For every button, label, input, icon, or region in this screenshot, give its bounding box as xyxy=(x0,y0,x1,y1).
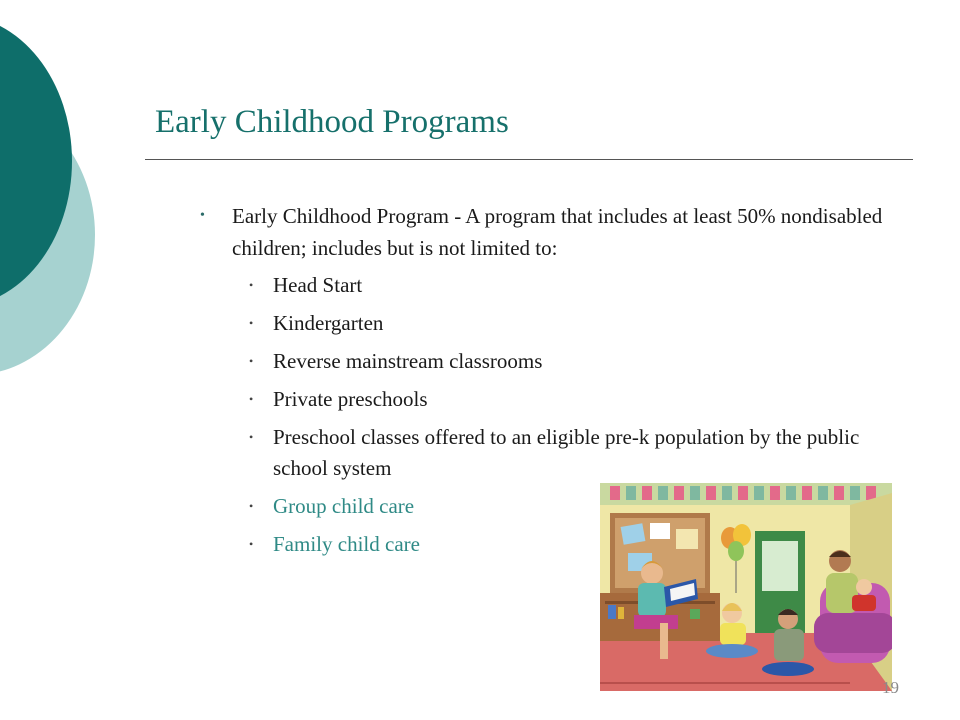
classroom-clipart xyxy=(600,483,892,691)
sub-bullet-text: Reverse mainstream classrooms xyxy=(273,349,543,373)
bullet-dot-icon: • xyxy=(249,392,254,406)
sub-bullet-text: Group child care xyxy=(273,494,415,518)
page-number: 19 xyxy=(882,678,899,697)
sub-bullet-text: Kindergarten xyxy=(273,311,384,335)
sub-bullet-text: Private preschools xyxy=(273,387,428,411)
sub-bullet-text: Head Start xyxy=(273,273,363,297)
main-bullet-item xyxy=(200,200,900,264)
sub-bullet-reverse-mainstream xyxy=(200,346,900,377)
bullet-dot-icon: • xyxy=(249,537,254,551)
title-divider xyxy=(145,159,913,160)
bullet-dot-icon: • xyxy=(249,499,254,513)
bullet-dot-icon: • xyxy=(249,354,254,368)
bullet-dot-icon: • xyxy=(249,316,254,330)
sub-bullet-preschool-classes xyxy=(200,422,900,484)
sub-bullet-kindergarten xyxy=(200,308,900,339)
slide-title: Early Childhood Programs xyxy=(155,104,509,140)
main-bullet-text: Early Childhood Program - A program that includes at least 50% nondisabled children; includes but is not limited to: xyxy=(232,204,883,260)
sub-bullet-head-start xyxy=(200,270,900,301)
sub-bullet-text: Family child care xyxy=(273,532,420,556)
sub-bullet-private-preschools xyxy=(200,384,900,415)
bullet-dot-icon: • xyxy=(249,278,254,292)
bullet-dot-icon: • xyxy=(200,208,205,223)
bullet-dot-icon: • xyxy=(249,430,254,444)
sub-bullet-text: Preschool classes offered to an eligible pre-k population by the public school system xyxy=(273,425,860,480)
